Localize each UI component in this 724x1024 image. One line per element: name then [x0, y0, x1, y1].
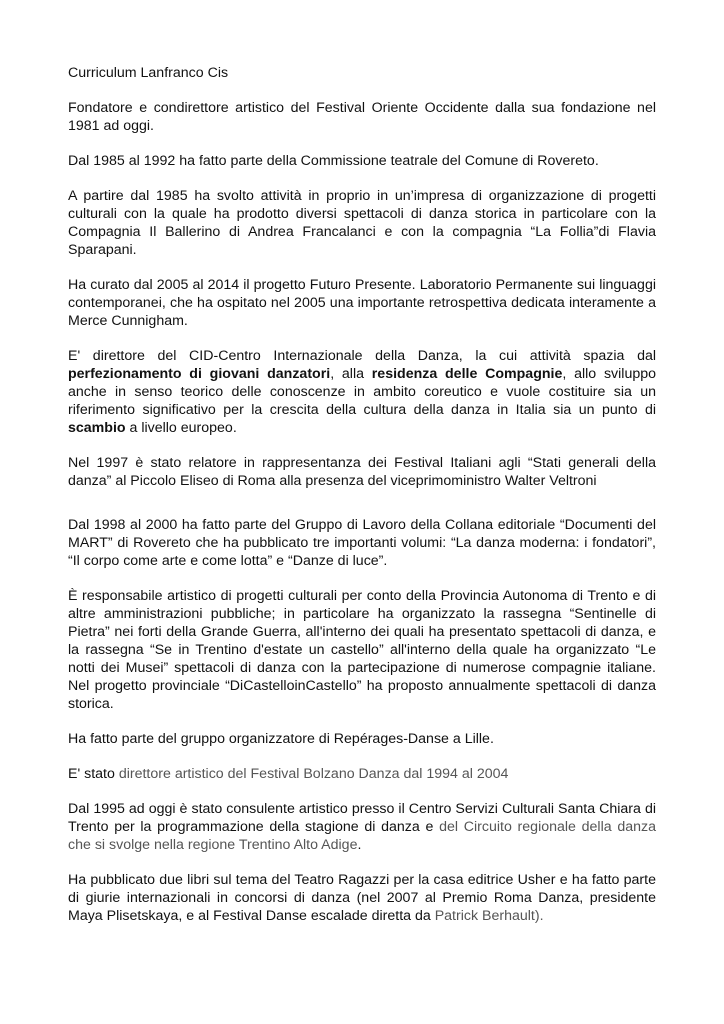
- paragraph-santa-chiara: [68, 800, 656, 854]
- paragraph-commission: Dal 1985 al 1992 ha fatto parte della Commissione teatrale del Comune di Rovereto.: [68, 153, 599, 169]
- paragraph-founder: Fondatore e condirettore artistico del Festival Oriente Occidente dalla sua fondazione nel 1981 ad oggi.: [68, 100, 656, 134]
- paragraph-futuro-presente: Ha curato dal 2005 al 2014 il progetto Futuro Presente. Laboratorio Permanente sui linguaggi contemporanei, che ha ospitato nel 2005 una importante retrospettiva dedicata interamente a Merce Cunnigham.: [68, 277, 656, 329]
- santa-chiara-text-a: Dal 1995 ad oggi è stato consulente artistico presso il Centro Servizi Culturali Santa Chiara di Trento per la programmazione della stagione di danza e: [68, 801, 656, 835]
- publications-text-b: Patrick Berhault).: [434, 908, 544, 924]
- document-title: Curriculum Lanfranco Cis: [68, 65, 229, 81]
- paragraph-stati-generali: Nel 1997 è stato relatore in rappresentanza dei Festival Italiani agli “Stati generali della danza” al Piccolo Eliseo di Roma alla presenza del viceprimoministro Walter Veltroni: [68, 455, 656, 489]
- paragraph-own-business: A partire dal 1985 ha svolto attività in proprio in un’impresa di organizzazione di progetti culturali con la quale ha prodotto diversi spettacoli di danza storica in particolare con la Compagnia Il Ballerino di Andrea Francalanci e con la compagnia “La Follia”di Flavia Sparapani.: [68, 188, 656, 258]
- paragraph-provincia-trento: È responsabile artistico di progetti culturali per conto della Provincia Autonoma di Trento e di altre amministrazioni pubbliche; in particolare ha organizzato la rassegna “Sentinelle di Pietra” nei forti della Grande Guerra, all'interno dei quali ha presentato spettacoli di danza, e la rassegna “Se in Trentino d'estate un castello” all'interno della quale ha organizzato “Le notti dei Musei” spettacoli di danza con la partecipazione di numerose compagnie italiane. Nel progetto provinciale “DiCastelloinCastello” ha proposto annualmente spettacoli di danza storica.: [68, 588, 656, 712]
- santa-chiara-text-c: .: [357, 837, 362, 853]
- paragraph-bolzano-danza: [68, 765, 656, 783]
- paragraph-reperages: Ha fatto parte del gruppo organizzatore di Repérages-Danse a Lille.: [68, 731, 494, 747]
- cid-text-g: a livello europeo.: [125, 420, 237, 436]
- cid-bold-perfezionamento: perfezionamento di giovani danzatori: [68, 366, 331, 382]
- publications-text-a: Ha pubblicato due libri sul tema del Teatro Ragazzi per la casa editrice Usher e ha fatto parte di giurie internazionali in concorsi di danza (nel 2007 al Premio Roma Danza, presidente Maya Plisetskaya, e al Festival Danse escalade diretta da: [68, 872, 656, 924]
- santa-chiara-text-b: del Circuito regionale della danza che si svolge nella regione Trentino Alto Adige: [68, 819, 656, 853]
- paragraph-mart: Dal 1998 al 2000 ha fatto parte del Gruppo di Lavoro della Collana editoriale “Documenti del MART” di Rovereto che ha pubblicato tre importanti volumi: “La danza moderna: i fondatori”, “Il corpo come arte e come lotta” e “Danze di luce”.: [68, 517, 656, 569]
- cid-bold-residenza: residenza delle Compagnie: [371, 366, 563, 382]
- cid-text-c: , alla: [330, 366, 372, 382]
- bolzano-text-a: E' stato: [68, 766, 119, 782]
- cid-bold-scambio: scambio: [68, 420, 126, 436]
- cid-text-a: E' direttore del CID-Centro Internazionale della Danza, la cui attività spazia dal: [68, 348, 656, 364]
- paragraph-cid-director: [68, 347, 656, 437]
- cid-text-e: , allo sviluppo anche in senso teorico delle conoscenze in ambito coreutico e vuole costituire sia un riferimento significativo per la crescita della cultura della danza in Italia sia un punto di: [68, 366, 657, 418]
- paragraph-publications: [68, 871, 656, 925]
- bolzano-text-b: direttore artistico del Festival Bolzano Danza dal 1994 al 2004: [118, 766, 509, 782]
